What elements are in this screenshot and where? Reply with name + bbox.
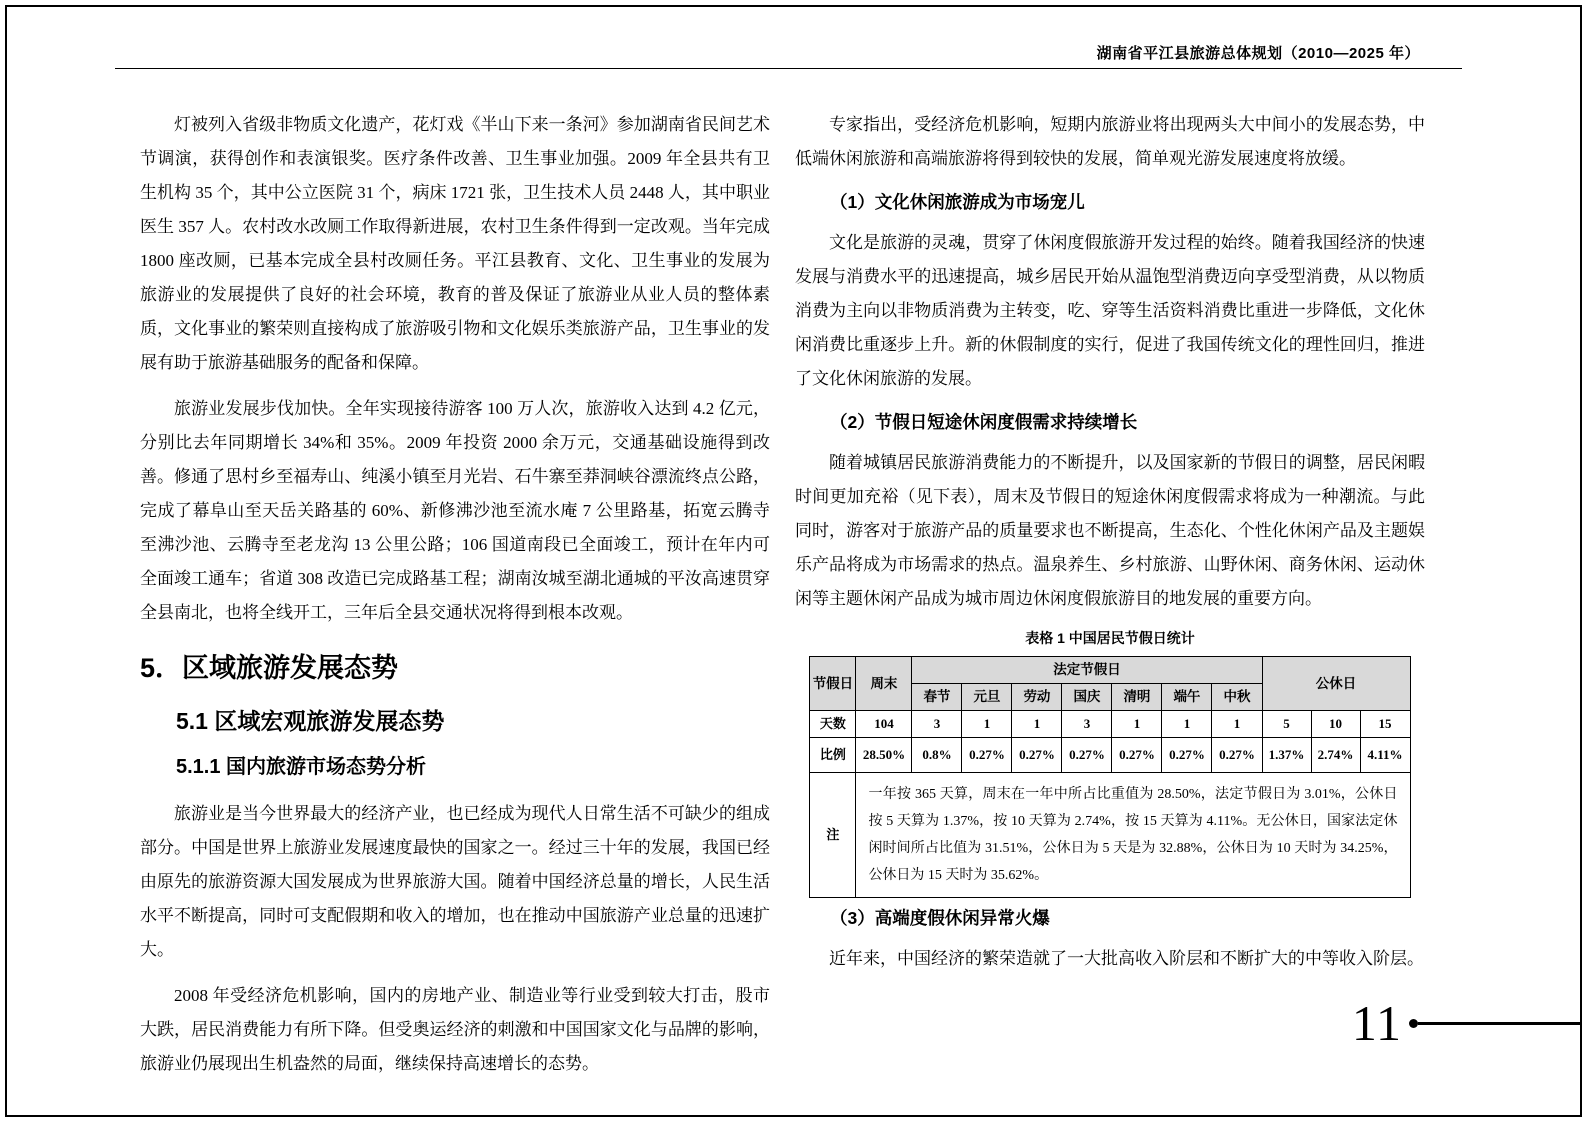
table-cell: 1 [1162, 711, 1212, 738]
right-column [795, 108, 1425, 988]
table-cell: 1 [1112, 711, 1162, 738]
paragraph-expert-view: 专家指出，受经济危机影响，短期内旅游业将出现两头大中间小的发展态势，中低端休闲旅游和高端旅游将得到较快的发展，简单观光游发展速度将放缓。 [795, 115, 1425, 168]
table-row-label-note: 注 [810, 773, 856, 898]
table-cell: 2.74% [1311, 738, 1360, 773]
item-heading-culture-leisure: （1）文化休闲旅游成为市场宠儿 [830, 192, 1085, 212]
table-caption: 表格 1 中国居民节假日统计 [1025, 630, 1195, 646]
paragraph-holiday-demand: 随着城镇居民旅游消费能力的不断提升，以及国家新的节假日的调整，居民闲暇时间更加充裕（见下表），周末及节假日的短途休闲度假需求将成为一种潮流。与此同时，游客对于旅游产品的质量要求也不断提高，生态化、个性化休闲产品及主题娱乐产品将成为市场需求的热点。温泉养生、乡村旅游、山野休闲、商务休闲、运动休闲等主题休闲产品成为城市周边休闲度假旅游目的地发展的重要方向。 [795, 453, 1425, 608]
table-cell: 1 [1212, 711, 1262, 738]
paragraph-culture-health: 灯被列入省级非物质文化遗产，花灯戏《半山下来一条河》参加湖南省民间艺术节调演，获得创作和表演银奖。医疗条件改善、卫生事业加强。2009 年全县共有卫生机构 35 个，其中公立医院 31 个，病床 1721 张，卫生技术人员 2448 人，其中职业医生 357 人。农村改水改厕工作取得新进展，农村卫生条件得到一定改观。当年完成 1800 座改厕，已基本完成全县村改厕任务。平江县教育、文化、卫生事业的发展为旅游业的发展提供了良好的社会环境，教育的普及保证了旅游业从业人员的整体素质，文化事业的繁荣则直接构成了旅游吸引物和文化娱乐类旅游产品，卫生事业的发展有助于旅游基础服务的配备和保障。 [140, 115, 770, 372]
table-header-spring-festival: 春节 [912, 684, 962, 711]
item-heading-highend-leisure: （3）高端度假休闲异常火爆 [830, 908, 1050, 928]
paragraph-tourism-growth: 旅游业发展步伐加快。全年实现接待游客 100 万人次，旅游收入达到 4.2 亿元，分别比去年同期增长 34%和 35%。2009 年投资 2000 余万元，交通基础设施得到改善。修通了思村乡至福寿山、纯溪小镇至月光岩、石牛寨至莽洞峡谷漂流终点公路，完成了幕阜山至天岳关路基的 60%、新修沸沙池至流水庵 7 公里路基，拓宽云腾寺至沸沙池、云腾寺至老龙沟 13 公里公路；106 国道南段已全面竣工，预计在年内可全面竣工通车；省道 308 改造已完成路基工程；湖南汝城至湖北通城的平汝高速贯穿全县南北，也将全线开工，三年后全县交通状况将得到根本改观。 [140, 399, 770, 622]
table-cell: 0.27% [1012, 738, 1062, 773]
table-cell: 10 [1311, 711, 1360, 738]
table-cell: 5 [1262, 711, 1311, 738]
table-header-dragon-boat: 端午 [1162, 684, 1212, 711]
table-cell: 28.50% [856, 738, 912, 773]
table-row-label-ratio: 比例 [810, 738, 856, 773]
table-cell: 0.27% [1212, 738, 1262, 773]
table-cell: 4.11% [1360, 738, 1410, 773]
table-cell: 0.8% [912, 738, 962, 773]
page-number-line [1418, 1022, 1580, 1025]
paragraph-highend-income: 近年来，中国经济的繁荣造就了一大批高收入阶层和不断扩大的中等收入阶层。 [829, 949, 1424, 968]
table-cell: 104 [856, 711, 912, 738]
table-cell: 0.27% [1162, 738, 1212, 773]
table-header-labor-day: 劳动 [1012, 684, 1062, 711]
table-header-mid-autumn: 中秋 [1212, 684, 1262, 711]
table-cell: 0.27% [1062, 738, 1112, 773]
table-cell: 0.27% [1112, 738, 1162, 773]
table-cell: 1 [1012, 711, 1062, 738]
paragraph-culture-leisure: 文化是旅游的灵魂，贯穿了休闲度假旅游开发过程的始终。随着我国经济的快速发展与消费水平的迅速提高，城乡居民开始从温饱型消费迈向享受型消费，从以物质消费为主向以非物质消费为主转变，吃、穿等生活资料消费比重进一步降低，文化休闲消费比重逐步上升。新的休假制度的实行，促进了我国传统文化的理性回归，推进了文化休闲旅游的发展。 [795, 233, 1425, 388]
section-heading-regional-trend: 5．区域旅游发展态势 [140, 653, 399, 683]
header-rule [115, 68, 1462, 69]
page-number: 11 [1351, 995, 1402, 1051]
table-cell: 1 [962, 711, 1012, 738]
table-row-days [810, 711, 1410, 738]
table-row-ratio [810, 738, 1410, 773]
table-cell: 3 [912, 711, 962, 738]
table-cell: 1.37% [1262, 738, 1311, 773]
table-cell: 15 [1360, 711, 1410, 738]
table-header-national-day: 国庆 [1062, 684, 1112, 711]
left-column [140, 108, 770, 1093]
item-heading-holiday-demand: （2）节假日短途休闲度假需求持续增长 [830, 412, 1138, 432]
table-row-label-days: 天数 [810, 711, 856, 738]
table-header-new-year: 元旦 [962, 684, 1012, 711]
page-number-dot [1409, 1019, 1418, 1028]
subsection-heading-macro-trend: 5.1 区域宏观旅游发展态势 [176, 708, 445, 735]
paragraph-2008-crisis: 2008 年受经济危机影响，国内的房地产业、制造业等行业受到较大打击，股市大跌，居民消费能力有所下降。但受奥运经济的刺激和中国国家文化与品牌的影响，旅游业仍展现出生机盎然的局面，继续保持高速增长的态势。 [140, 986, 770, 1074]
table-row-note [810, 773, 1410, 898]
page-number-block [1351, 995, 1580, 1051]
document-header-title: 湖南省平江县旅游总体规划（2010—2025 年） [1096, 45, 1420, 62]
holiday-stats-table [809, 656, 1410, 898]
table-header-weekend: 周末 [856, 657, 912, 711]
table-cell: 3 [1062, 711, 1112, 738]
table-cell: 0.27% [962, 738, 1012, 773]
subsubsection-heading-domestic-market: 5.1.1 国内旅游市场态势分析 [176, 756, 427, 779]
table-header-qingming: 清明 [1112, 684, 1162, 711]
table-header-row-1 [810, 657, 1410, 684]
table-header-public-holidays: 公休日 [1262, 657, 1410, 711]
paragraph-industry-overview: 旅游业是当今世界最大的经济产业，也已经成为现代人日常生活不可缺少的组成部分。中国是世界上旅游业发展速度最快的国家之一。经过三十年的发展，我国已经由原先的旅游资源大国发展成为世界旅游大国。随着中国经济总量的增长，人民生活水平不断提高，同时可支配假期和收入的增加，也在推动中国旅游产业总量的迅速扩大。 [140, 804, 770, 960]
table-header-legal-holidays: 法定节假日 [912, 657, 1262, 684]
table-note-text: 一年按 365 天算，周末在一年中所占比重值为 28.50%，法定节假日为 3.01%，公休日按 5 天算为 1.37%，按 10 天算为 2.74%，按 15 天算为 4.11%。无公休日，国家法定休闲时间所占比值为 31.51%，公休日为 5 天是为 32.88%，公休日为 10 天时为 34.25%，公休日为 15 天时为 35.62%。 [856, 773, 1410, 898]
table-header-holiday: 节假日 [810, 657, 856, 711]
